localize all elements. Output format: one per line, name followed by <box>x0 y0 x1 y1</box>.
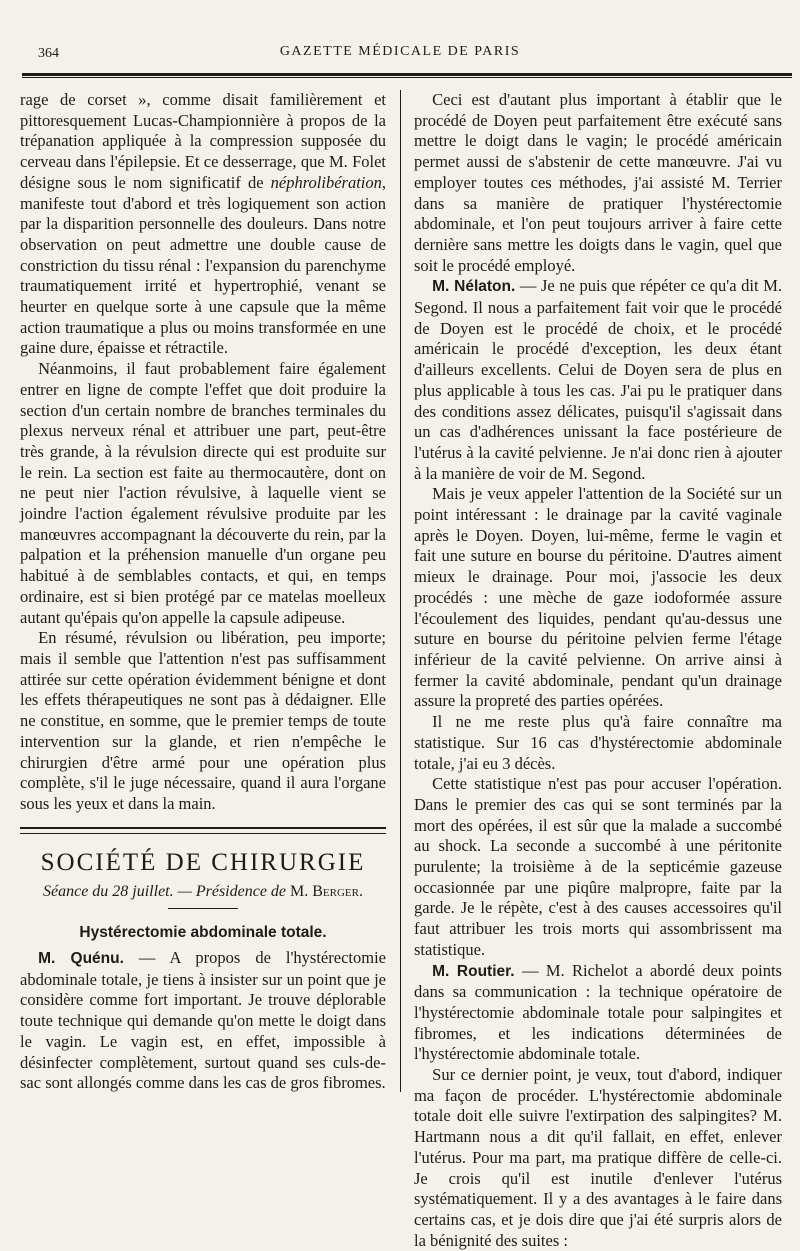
speaker-name: M. Quénu. <box>38 950 124 968</box>
session-line <box>20 882 386 903</box>
article-subtitle: Hystérectomie abdominale totale. <box>79 924 327 942</box>
paragraph <box>414 961 782 1066</box>
header-rule <box>22 73 792 78</box>
speaker-name: M. Nélaton. <box>432 278 516 296</box>
running-title: GAZETTE MÉDICALE DE PARIS <box>279 44 521 59</box>
short-rule <box>168 908 238 909</box>
paragraph-text: rage de corset », comme disait familièrement et pittoresquement Lucas-Championnière à propos de la trépanation appliquée à la compression supposée du cerveau dans l'épilepsie. Et ce desserrage, que M. Folet désigne sous le nom significatif de <box>20 90 386 192</box>
society-title: SOCIÉTÉ DE CHIRURGIE <box>40 848 366 876</box>
paragraph <box>20 90 386 359</box>
column-divider <box>400 90 401 1092</box>
left-column <box>20 90 386 1092</box>
session-date: Séance du 28 juillet. — Présidence de <box>42 882 291 900</box>
speaker-name: M. Routier. <box>432 962 515 980</box>
paragraph-text: — A propos de l'hystérectomie abdominale totale, je tiens à insister sur un point que je considère comme fort important. Je trouve déplorable toute technique qui demande qu'on mette le doigt dans le vagin. Le vagin est, en effet, impossible à désinfecter complètement, surtout quand ses culs-de-sac sont allongés comme dans les cas de gros fibromes. <box>20 948 386 1093</box>
paragraph-text: — M. Richelot a abordé deux points dans sa communication : la technique opératoire de l'hystérectomie abdominale totale pour salpingites et fibromes, et les indications déterminées de l'hystérectomie abdominale totale. <box>414 960 782 1064</box>
italic-term: néphrolibération <box>270 172 382 192</box>
section-rule <box>20 827 386 834</box>
paragraph: Il ne me reste plus qu'à faire connaître ma statistique. Sur 16 cas d'hystérectomie abdominale totale, j'ai eu 3 décès. <box>414 712 782 773</box>
paragraph <box>414 276 782 484</box>
paragraph: Néanmoins, il faut probablement faire également entrer en ligne de compte l'effet que doit produire la section d'un certain nombre de branches terminales du plexus nerveux rénal et attribuer une part, peut-être très grande, à la révulsion directe qui est produite sur le rein. La section est faite au thermocautère, dont on ne peut nier l'action révulsive, à laquelle vient se joindre l'action également révulsive produite par les manœuvres accompagnant la découverte du rein, par la palpation et la préhension manuelle d'un organe peu habitué à de semblables contacts, et qui, en temps ordinaire, est si bien protégé par ce matelas moelleux autant qu'épais qu'on appelle la capsule adipeuse. <box>20 359 386 627</box>
paragraph: Ceci est d'autant plus important à établir que le procédé de Doyen peut parfaitement être exécuté sans mettre le doigt dans le vagin; le procédé américain permet aussi de s'abstenir de cette manœuvre. J'ai vu employer toutes ces méthodes, j'ai assisté M. Terrier dans sa manière de pratiquer l'hystérectomie abdominale, et l'on peut toujours arriver à faire cette dernière sans mettre les doigts dans le vagin, quel que soit le procédé employé. <box>414 90 782 275</box>
session-president: M. Berger. <box>290 882 363 900</box>
paragraph <box>20 948 386 1094</box>
paragraph-text: — Je ne puis que répéter ce qu'a dit M. Segond. Il nous a parfaitement fait voir que le procédé de Doyen est le procédé de choix, et le procédé américain le procédé d'exception, les deux étant d'ailleurs excellents. Celui de Doyen sera de plus en plus applicable à tous les cas. J'ai pu le pratiquer dans des conditions assez délicates, puisqu'il s'agissait dans un cas d'adhérences unissant la face postérieure de l'utérus à la cavité pelvienne. Je n'ai donc rien à ajouter à la manière de voir de M. Segond. <box>414 276 782 483</box>
paragraph: Sur ce dernier point, je veux, tout d'abord, indiquer ma façon de procéder. L'hystérectomie abdominale totale doit elle suivre l'extirpation des salpingites? M. Hartmann nous a dit qu'il fallait, en effet, enlever l'utérus. Pour ma part, ma pratique diffère de celle-ci. Je crois qu'il est inutile d'enlever l'utérus systématiquement. Il y a des avantages à le faire dans certains cas, et je dois dire que j'ai été surpris alors de la bénignité des suites : <box>414 1065 782 1250</box>
paragraph: En résumé, révulsion ou libération, peu importe; mais il semble que l'attention n'est pas suffisamment attirée sur cette opération évidemment bénigne et dont les effets thérapeutiques ne sont pas à dédaigner. Elle ne constitue, en somme, que le premier temps de toute intervention sur la glande, et rien n'empêche le chirurgien d'être armé pour une opération plus complète, s'il le juge nécessaire, quand il aura l'organe sous les yeux et dans la main. <box>20 628 386 813</box>
page-number: 364 <box>38 46 59 61</box>
paragraph: Cette statistique n'est pas pour accuser l'opération. Dans le premier des cas qui se sont terminés par la mort des opérées, il est sûr que la malade a succombé au shock. La seconde a succombé à une péritonite purulente; la troisième à de la septicémie gazeuse occasionnée par une piqûre malpropre, faite par la garde. Je le répète, c'est à des causes accessoires qu'il faut attribuer les trois morts qui assombrissent ma statistique. <box>414 774 782 959</box>
paragraph: Mais je veux appeler l'attention de la Société sur un point intéressant : le drainage par la cavité vaginale après le Doyen. Doyen, lui-même, ferme le vagin et fait une suture en bourse du péritoine. D'autres aiment mieux le drainage. Pour moi, j'associe les deux procédés : une mèche de gaze iodoformée assure l'écoulement des liquides, pendant qu'au-dessus une suture en bourse du péritoine pelvien ferme l'étage inférieur de la cavité pelvienne. On arrive ainsi à fermer la cavité abdominale, pendant qu'un drainage assure la propreté des parties opérées. <box>414 484 782 711</box>
paragraph-text: , manifeste tout d'abord et très logiquement son action par la disparition personnelle des douleurs. Dans notre observation on peut admettre une double cause de constriction du tissu rénal : l'expansion du parenchyme traumatiquement irrité et hypertrophié, venant se heurter en quelque sorte à une capsule que la même action traumatique a plus ou moins transformée en une gaine dure, épaisse et rétractile. <box>20 172 386 358</box>
right-column <box>414 90 782 1250</box>
